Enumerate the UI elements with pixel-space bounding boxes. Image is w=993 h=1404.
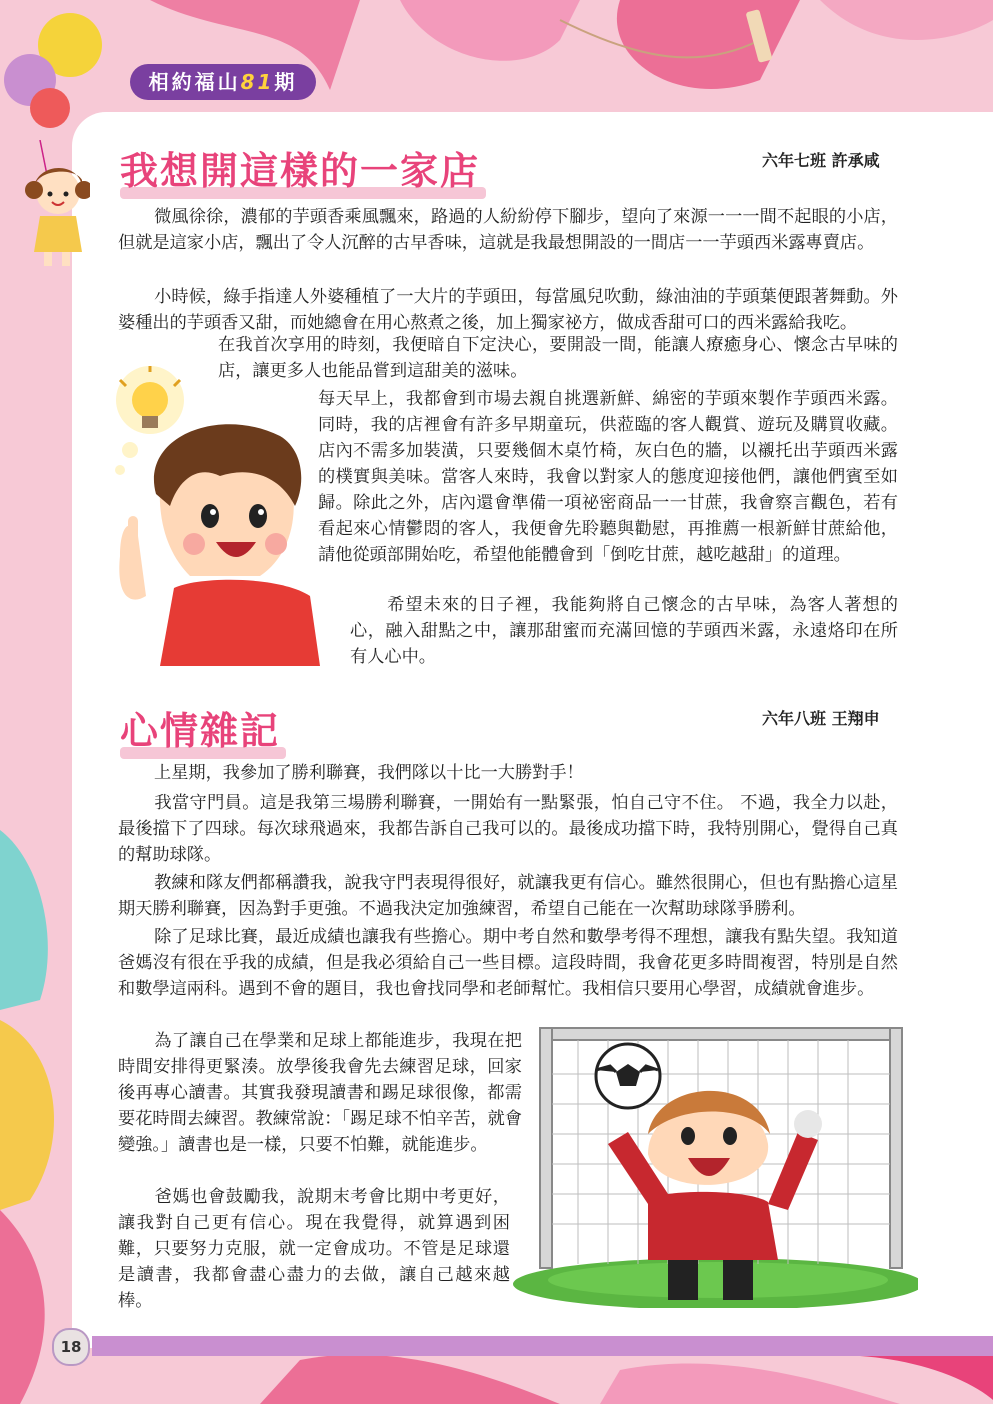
magazine-tagline: 相約福山81期: [130, 64, 316, 100]
article-paragraph: 為了讓自己在學業和足球上都能進步，我現在把時間安排得更緊湊。放學後我會先去練習足球，回家後再專心讀書。其實我發現讀書和踢足球很像，都需要花時間去練習。教練常說：「踢足球不怕辛苦，就會變強。」讀書也是一樣，只要不怕難，就能進步。: [118, 1031, 522, 1155]
article-paragraph: 除了足球比賽，最近成績也讓我有些擔心。期中考自然和數學考得不理想，讓我有點失望。我知道爸媽沒有很在乎我的成績，但是我必須給自己一些目標。這段時間，我會花更多時間複習，特別是自然和數學這兩科。遇到不會的題目，我也會找同學和老師幫忙。我相信只要用心學習，成績就會進步。: [118, 927, 898, 999]
footer-bar: [92, 1336, 993, 1356]
article-paragraph: 每天早上，我都會到市場去親自挑選新鮮、綿密的芋頭來製作芋頭西米露。同時，我的店裡會有許多早期童玩，供蒞臨的客人觀賞、遊玩及購買收藏。店內不需多加裝潢，只要幾個木桌竹椅，灰白色的牆，以襯托出芋頭西米露的樸實與美味。當客人來時，我會以對家人的態度迎接他們，讓他們賓至如歸。除此之外，店內還會準備一項祕密商品一一甘蔗，我會察言觀色，若有看起來心情鬱悶的客人，我便會先聆聽與勸慰，再推薦一根新鮮甘蔗給他，請他從頭部開始吃，希望他能體會到「倒吃甘蔗，越吃越甜」的道理。: [318, 389, 898, 565]
article-paragraph: 微風徐徐，濃郁的芋頭香乘風飄來，路過的人紛紛停下腳步，望向了來源一一一間不起眼的小店，但就是這家小店，飄出了令人沉醉的古早香味，這就是我最想開設的一間店一一芋頭西米露專賣店。: [118, 207, 898, 253]
goalkeeper-illustration: [498, 1024, 918, 1308]
article-paragraph: 我當守門員。這是我第三場勝利聯賽，一開始有一點緊張，怕自己守不住。 不過，我全力以赴，最後擋下了四球。每次球飛過來，我都告訴自己我可以的。最後成功擋下時，我特別開心，覺得自己真的幫助球隊。: [118, 793, 898, 865]
boy-idea-illustration: [90, 366, 320, 666]
article-paragraph: 在我首次享用的時刻，我便暗自下定決心，要開設一間，能讓人療癒身心、懷念古早味的店，讓更多人也能品嘗到這甜美的滋味。: [218, 335, 898, 381]
girl-balloon-illustration: [10, 140, 90, 270]
article-title: 心情雜記: [120, 700, 280, 755]
article-paragraph: 教練和隊友們都稱讚我，說我守門表現得很好，就讓我更有信心。雖然很開心，但也有點擔心這星期天勝利聯賽，因為對手更強。不過我決定加強練習，希望自己能在一次幫助球隊爭勝利。: [118, 873, 898, 919]
article-author: 六年八班 王翔申: [762, 709, 880, 728]
article-title: 我想開這樣的一家店: [120, 140, 480, 195]
article-author: 六年七班 許承咸: [762, 151, 880, 170]
article-paragraph: 爸媽也會鼓勵我，說期末考會比期中考更好，讓我對自己更有信心。現在我覺得，就算遇到困難，只要努力克服，就一定會成功。不管是足球還是讀書，我都會盡心盡力的去做，讓自己越來越棒。: [118, 1187, 510, 1311]
article-paragraph: 小時候，綠手指達人外婆種植了一大片的芋頭田，每當風兒吹動，綠油油的芋頭葉便跟著舞動。外婆種出的芋頭香又甜，而她總會在用心熬煮之後，加上獨家祕方，做成香甜可口的西米露給我吃。: [118, 287, 898, 333]
page-number: 18: [52, 1328, 90, 1366]
article-paragraph: 上星期，我參加了勝利聯賽，我們隊以十比一大勝對手！: [154, 763, 584, 783]
article-paragraph: 希望未來的日子裡，我能夠將自己懷念的古早味，為客人著想的心，融入甜點之中，讓那甜蜜而充滿回憶的芋頭西米露，永遠烙印在所有人心中。: [350, 595, 898, 667]
